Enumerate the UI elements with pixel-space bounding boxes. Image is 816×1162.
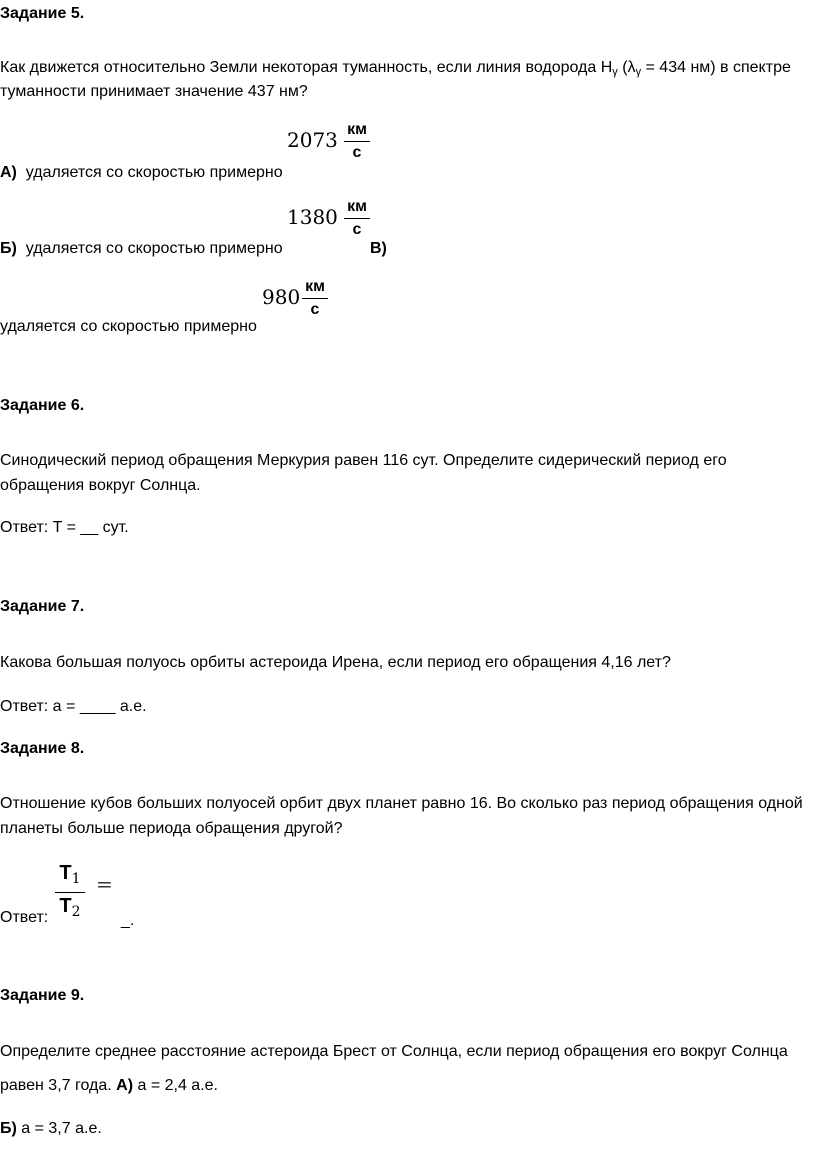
task9-question-line2: равен 3,7 года. А) a = 2,4 а.е. — [0, 1077, 218, 1094]
task9-question-line1: Определите среднее расстояние астероида Брест от Солнца, если период обращения его вокруг Солнца — [0, 1043, 788, 1060]
task6-question-line1: Синодический период обращения Меркурия равен 116 сут. Определите сидерический период его — [0, 452, 727, 469]
optB-value: 1380 — [287, 205, 338, 229]
optA-unit-fraction: км с — [344, 121, 370, 162]
task8-question-line2: планеты больше периода обращения другой? — [0, 820, 343, 837]
optB-unit-fraction: км с — [344, 198, 370, 239]
task5-option-c-text: удаляется со скоростью примерно — [0, 318, 257, 335]
task9-option-b: Б) a = 3,7 а.е. — [0, 1120, 102, 1137]
optC-value: 980 — [262, 285, 301, 309]
task6-answer: Ответ: T = __ сут. — [0, 519, 129, 536]
task5-heading: Задание 5. — [0, 5, 85, 22]
task5-question-line1: Как движется относительно Земли некоторая туманность, если линия водорода $H_\gamma$ ($\lambda_\gamma = 434$ нм) в спектре — [0, 59, 791, 78]
task8-answer-blank: _. — [121, 912, 135, 929]
task7-heading: Задание 7. — [0, 598, 85, 615]
task6-question-line2: обращения вокруг Солнца. — [0, 477, 201, 494]
task5-option-b: Б) удаляется со скоростью примерно — [0, 240, 283, 257]
optC-unit-fraction: км с — [302, 278, 328, 319]
equals-sign: = — [96, 872, 113, 896]
task7-answer: Ответ: a = ____ а.е. — [0, 698, 147, 715]
task6-heading: Задание 6. — [0, 397, 85, 414]
task5-option-a: А) удаляется со скоростью примерно — [0, 164, 283, 181]
task7-question: Какова большая полуось орбиты астероида Ирена, если период его обращения 4,16 лет? — [0, 654, 671, 671]
task5-option-c-letter: В) — [370, 240, 387, 257]
task8-answer-label: Ответ: — [0, 909, 49, 926]
task8-heading: Задание 8. — [0, 740, 85, 757]
task9-heading: Задание 9. — [0, 987, 85, 1004]
task5-question-line2: туманности принимает значение 437 нм? — [0, 83, 308, 100]
period-ratio-fraction: $T_1$ $T_2$ — [55, 862, 85, 923]
task8-question-line1: Отношение кубов больших полуосей орбит двух планет равно 16. Во сколько раз период обращения одной — [0, 795, 803, 812]
optA-value: 2073 — [287, 128, 338, 152]
